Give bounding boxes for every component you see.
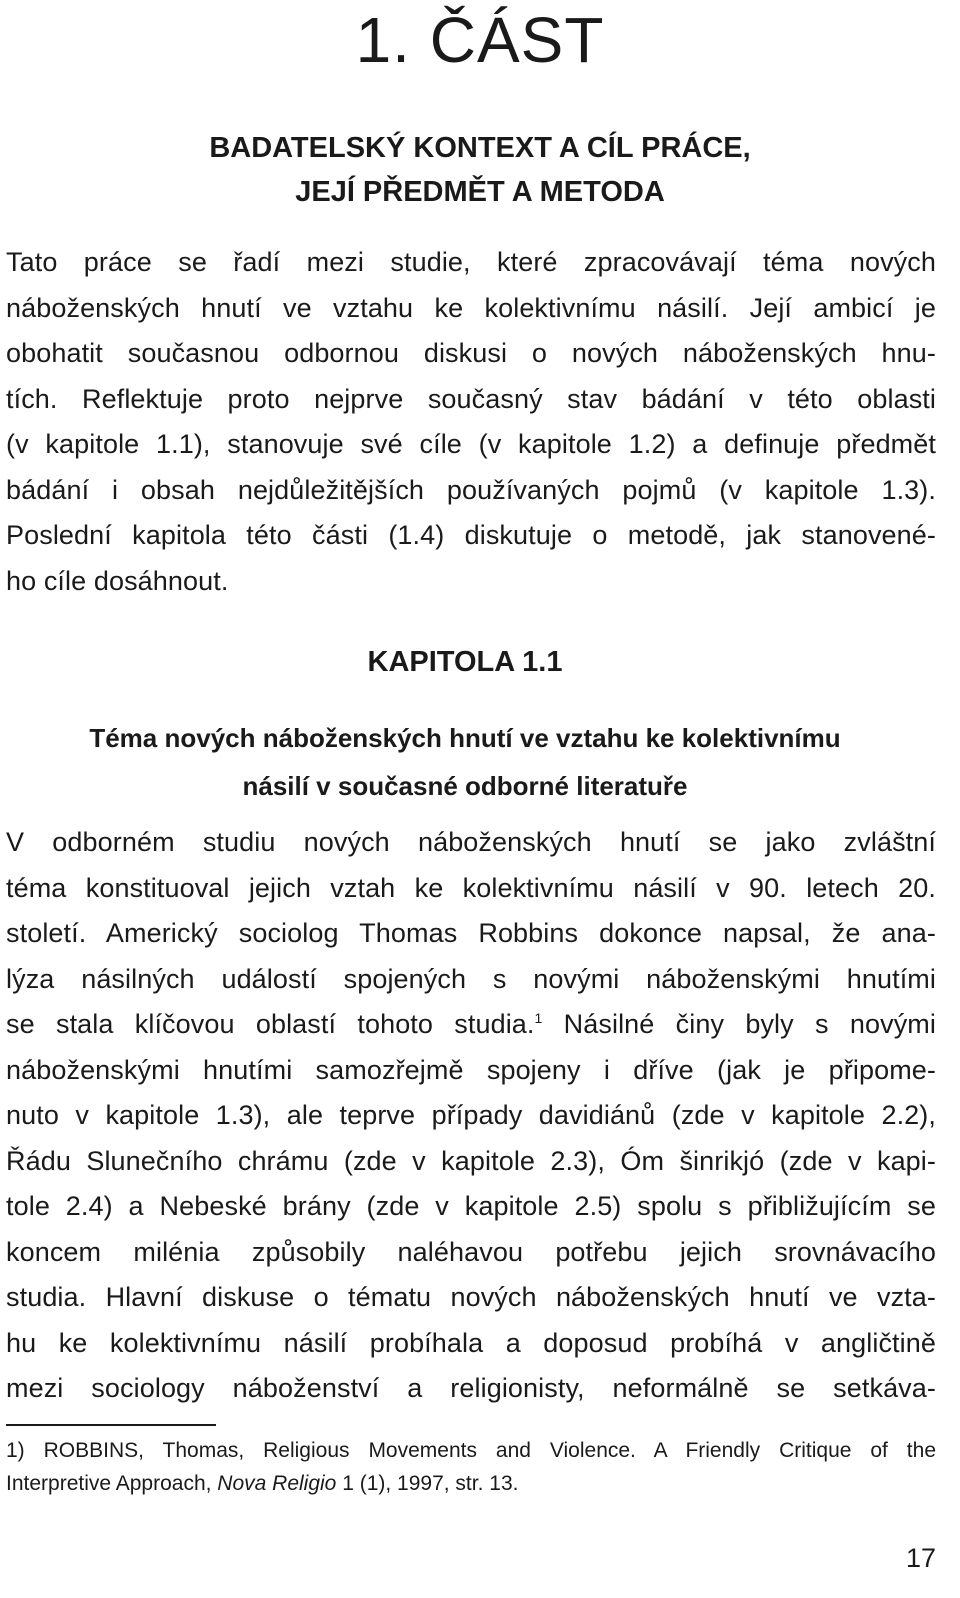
body-text: Násilné činy byly s novými (542, 1009, 936, 1039)
intro-line: Poslední kapitola této části (1.4) diskutuje o metodě, jak stanovené- (6, 520, 936, 550)
intro-line: (v kapitole 1.1), stanovuje své cíle (v kapitole 1.2) a definuje předmět (6, 429, 936, 459)
footnote-line-1: 1) ROBBINS, Thomas, Religious Movements and Violence. A Friendly Critique of the (6, 1439, 936, 1462)
footnote-text: Interpretive Approach, (6, 1472, 218, 1495)
body-line: hu ke kolektivnímu násilí probíhala a doposud probíhá v angličtině (6, 1327, 936, 1358)
body-line: Řádu Slunečního chrámu (zde v kapitole 2.3), Óm šinrikjó (zde v kapi- (6, 1145, 936, 1176)
body-paragraph (6, 820, 936, 1412)
body-line-with-footnote (6, 1002, 936, 1048)
part-title: 1. ČÁST (355, 4, 605, 76)
footnote-divider (6, 1424, 216, 1426)
footnote-line-2 (6, 1467, 936, 1500)
intro-line: ho cíle dosáhnout. (6, 565, 229, 596)
body-line: náboženskými hnutími samozřejmě spojeny i dříve (jak je připome- (6, 1054, 936, 1085)
section-title (0, 126, 960, 214)
body-line: téma konstituoval jejich vztah ke kolektivnímu násilí v 90. letech 20. (6, 872, 936, 903)
body-text: se stala klíčovou oblastí tohoto studia. (6, 1009, 535, 1039)
section-title-line-1: BADATELSKÝ KONTEXT A CÍL PRÁCE, (209, 132, 751, 164)
body-line: tole 2.4) a Nebeské brány (zde v kapitole 2.5) spolu s přibližujícím se (6, 1191, 936, 1221)
body-line: století. Americký sociolog Thomas Robbins dokonce napsal, že ana- (6, 918, 936, 948)
footnote (6, 1434, 936, 1500)
footnote-reference[interactable]: 1 (534, 1010, 543, 1026)
body-line: V odborném studiu nových náboženských hnutí se jako zvláštní (6, 827, 936, 857)
body-line: nuto v kapitole 1.3), ale teprve případy davidiánů (zde v kapitole 2.2), (6, 1100, 936, 1130)
body-line: koncem milénia způsobily naléhavou potřebu jejich srovnávacího (6, 1236, 936, 1267)
intro-line: Tato práce se řadí mezi studie, které zpracovávají téma nových (6, 247, 936, 277)
intro-line: tích. Reflektuje proto nejprve současný stav bádání v této oblasti (6, 383, 936, 414)
body-line: studia. Hlavní diskuse o tématu nových náboženských hnutí ve vzta- (6, 1282, 936, 1312)
chapter-title-line-1: Téma nových náboženských hnutí ve vztahu ke kolektivnímu (89, 723, 841, 753)
intro-line: obohatit současnou odbornou diskusi o nových náboženských hnu- (6, 338, 936, 368)
page-number: 17 (905, 1543, 936, 1573)
body-line: lýza násilných událostí spojených s novými náboženskými hnutími (6, 963, 936, 994)
body-line: mezi sociology náboženství a religionisty, neformálně se setkáva- (6, 1373, 936, 1403)
intro-line: bádání i obsah nejdůležitějších používaných pojmů (v kapitole 1.3). (6, 474, 936, 505)
section-title-line-2: JEJÍ PŘEDMĚT A METODA (295, 176, 665, 208)
footnote-text: 1 (1), 1997, str. 13. (336, 1472, 519, 1495)
footnote-journal-title: Nova Religio (217, 1472, 337, 1495)
chapter-label: KAPITOLA 1.1 (367, 646, 563, 678)
intro-paragraph (6, 240, 936, 604)
chapter-title (0, 714, 930, 810)
chapter-title-line-2: násilí v současné odborné literatuře (242, 771, 688, 801)
intro-line: náboženských hnutí ve vztahu ke kolektivnímu násilí. Její ambicí je (6, 292, 936, 323)
